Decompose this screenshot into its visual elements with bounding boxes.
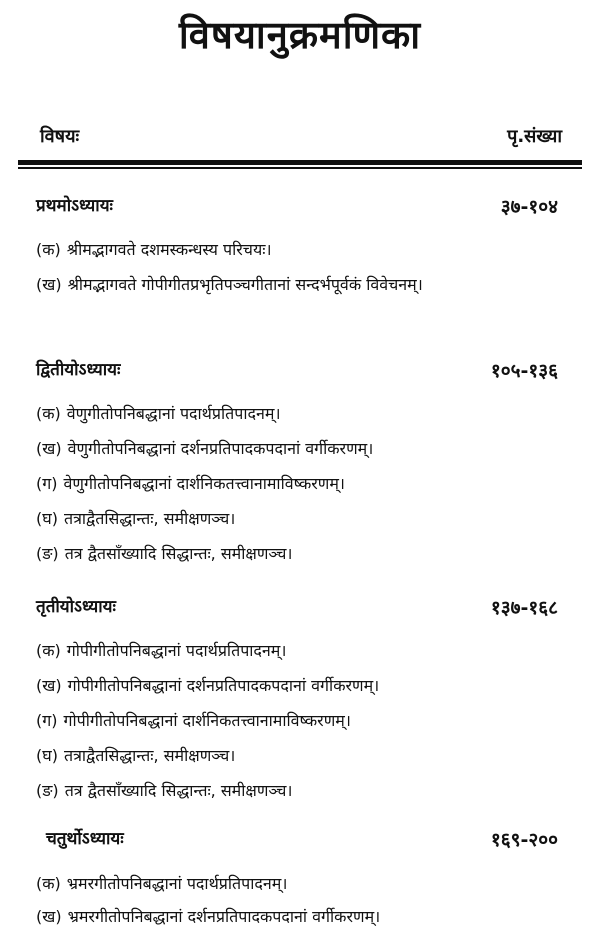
chapter-heading: [36, 594, 558, 620]
item-label: (ङ): [36, 781, 59, 800]
page-count-column-header: पृ.संख्या: [507, 126, 562, 147]
item-label: (घ): [36, 509, 58, 528]
list-item: [36, 536, 568, 571]
item-label: (क): [36, 240, 61, 259]
item-text: गोपीगीतोपनिबद्धानां पदार्थप्रतिपादनम्।: [66, 641, 287, 660]
item-label: (क): [36, 874, 61, 893]
item-label: (ख): [36, 676, 62, 695]
item-label: (ख): [36, 439, 62, 458]
chapter-page-range: ३७-१०४: [500, 196, 558, 218]
list-item: [36, 633, 568, 668]
item-text: तत्र द्वैतसाँख्यादि सिद्धान्तः, समीक्षणञ्च।: [64, 544, 293, 563]
chapter-page-range: १३७-१६८: [490, 597, 558, 619]
list-item: [36, 501, 568, 536]
item-label: (ख): [36, 275, 62, 294]
item-text: गोपीगीतोपनिबद्धानां दर्शनप्रतिपादकपदानां वर्गीकरणम्।: [67, 676, 380, 695]
item-text: भ्रमरगीतोपनिबद्धानां दर्शनप्रतिपादकपदानां वर्गीकरणम्।: [67, 907, 381, 926]
item-text: वेणुगीतोपनिबद्धानां दर्शनप्रतिपादकपदानां वर्गीकरणम्।: [67, 439, 374, 458]
item-label: (ख): [36, 907, 62, 926]
item-text: तत्राद्वैतसिद्धान्तः, समीक्षणञ्च।: [63, 746, 236, 765]
item-text: भ्रमरगीतोपनिबद्धानां पदार्थप्रतिपादनम्।: [66, 874, 288, 893]
item-text: श्रीमद्भागवते गोपीगीतप्रभृतिपञ्चगीतानां सन्दर्भपूर्वकं विवेचनम्।: [67, 275, 423, 294]
item-label: (घ): [36, 746, 58, 765]
chapter-heading: [36, 193, 558, 219]
chapter-title: तृतीयोऽध्यायः: [36, 597, 116, 617]
chapter-title: चतुर्थोऽध्यायः: [46, 829, 124, 849]
item-text: वेणुगीतोपनिबद्धानां दार्शनिकतत्त्वानामाविष्करणम्।: [63, 474, 345, 493]
list-item: [36, 703, 568, 738]
header-divider-thick: [18, 160, 582, 165]
header-divider-thin: [18, 167, 582, 169]
list-item: [36, 267, 568, 302]
item-label: (क): [36, 404, 61, 423]
list-item: [36, 232, 568, 267]
item-text: तत्राद्वैतसिद्धान्तः, समीक्षणञ्च।: [63, 509, 236, 528]
chapter-page-range: १०५-१३६: [490, 360, 558, 382]
list-item: [36, 396, 568, 431]
page-title: विषयानुक्रमणिका: [178, 13, 422, 57]
item-text: श्रीमद्भागवते दशमस्कन्धस्य परिचयः।: [66, 240, 272, 259]
item-label: (ग): [36, 474, 58, 493]
list-item: [36, 466, 568, 501]
chapter-heading: [36, 357, 558, 383]
list-item: [36, 668, 568, 703]
chapter-title: द्वितीयोऽध्यायः: [36, 360, 121, 380]
list-item: [36, 773, 568, 808]
item-label: (क): [36, 641, 61, 660]
list-item: [36, 738, 568, 773]
item-text: वेणुगीतोपनिबद्धानां पदार्थप्रतिपादनम्।: [66, 404, 281, 423]
item-text: तत्र द्वैतसाँख्यादि सिद्धान्तः, समीक्षणञ्च।: [64, 781, 293, 800]
chapter-title: प्रथमोऽध्यायः: [36, 196, 113, 216]
chapter-heading: [46, 826, 558, 852]
list-item: [36, 899, 568, 934]
item-text: गोपीगीतोपनिबद्धानां दार्शनिकतत्त्वानामाविष्करणम्।: [63, 711, 351, 730]
chapter-page-range: १६९-२००: [490, 829, 558, 851]
item-label: (ग): [36, 711, 58, 730]
item-label: (ङ): [36, 544, 59, 563]
subject-column-header: विषयः: [40, 126, 80, 147]
list-item: [36, 431, 568, 466]
list-item: [36, 866, 568, 901]
